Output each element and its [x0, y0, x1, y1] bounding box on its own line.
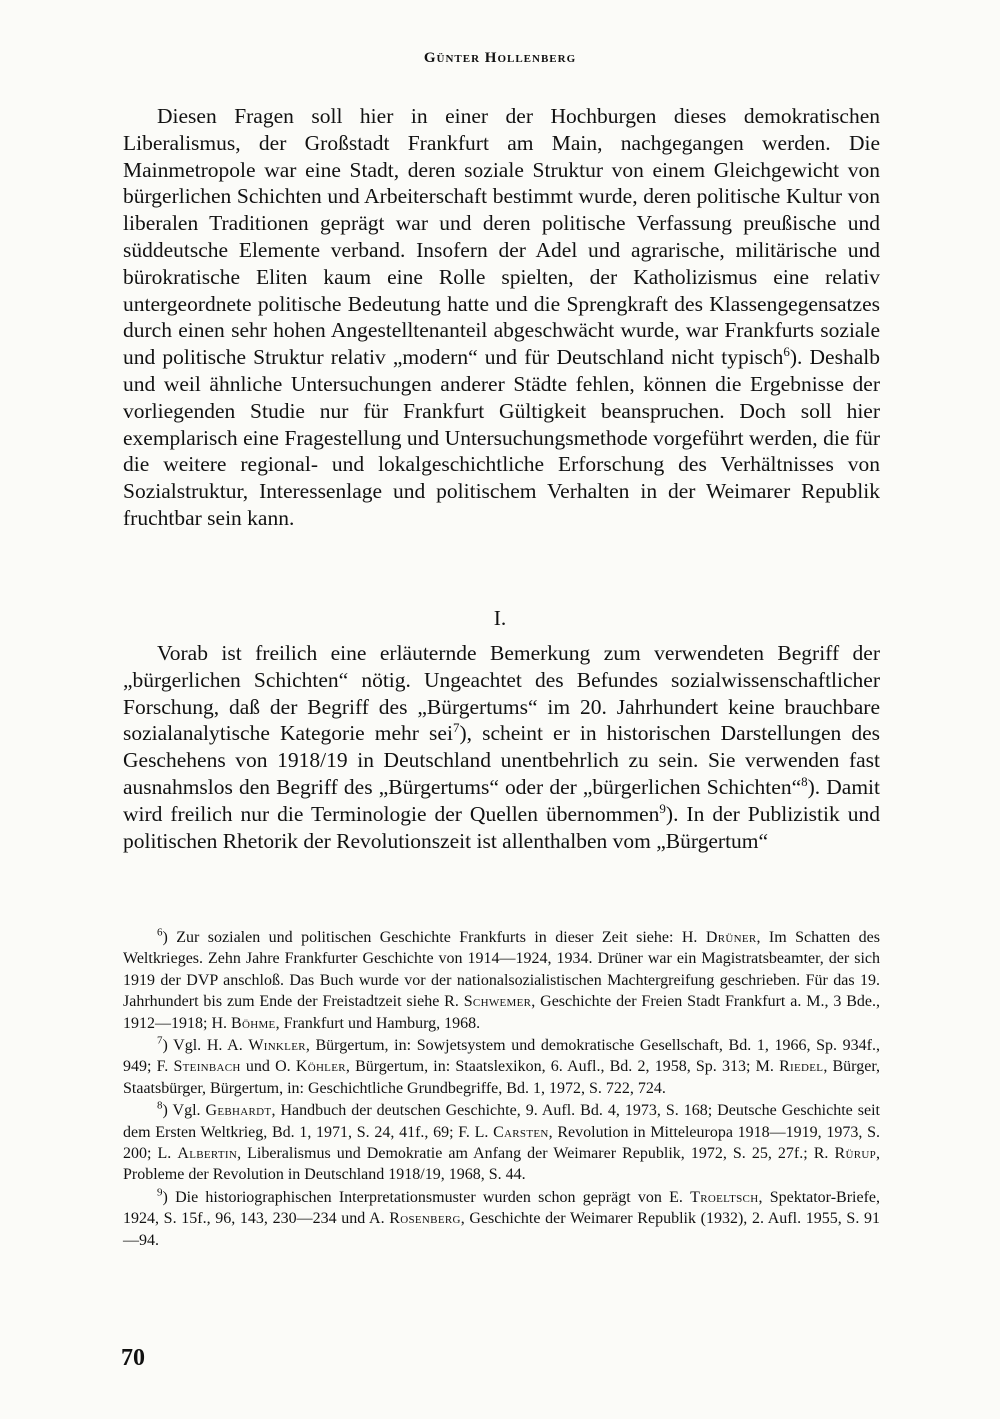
footnote-text: ) Vgl. [162, 1102, 206, 1120]
author-name: Gebhardt [205, 1102, 272, 1120]
author-name: Drüner [705, 929, 757, 946]
footnote-text: , Geschichte der Weimarer Republik (1932), 2. Aufl. 1955, S. 91—94. [123, 1210, 880, 1249]
footnote-8 [123, 1100, 880, 1186]
paragraph-intro [123, 103, 880, 532]
author-name: Riedel [779, 1058, 824, 1076]
footnote-text: , Bürger, Staatsbürger, Bürgertum, in: Geschichtliche Grundbegriffe, Bd. 1, 1972, S. 722, 724. [123, 1058, 881, 1097]
author-name: Carsten [493, 1123, 549, 1141]
footnote-text: , Revolution in Mitteleuropa 1918—1919, 1973, S. 200; L. [123, 1123, 880, 1163]
footnote-mark: 9 [157, 1186, 163, 1199]
text-run: ), scheint er in historischen Darstellungen des Geschehens von 1918/19 in Deutschland unentbehrlich zu sein. Sie verwenden fast ausnahmslos den Begriff des „Bürgertums“ oder der „bürgerlichen Schichten“ [123, 721, 880, 799]
author-name: Winkler [248, 1037, 306, 1055]
section-heading: I. [493, 606, 507, 630]
footnotes [123, 927, 880, 1252]
footnote-6 [123, 927, 880, 1034]
text-run: ). In der Publizistik und politischen Rhetorik der Revolutionszeit ist allenthalben vom „Bürgertum“ [123, 801, 880, 853]
footnote-text: , Handbuch der deutschen Geschichte, 9. Aufl. Bd. 4, 1973, S. 168; Deutsche Geschichte seit dem Ersten Weltkrieg, Bd. 1, 1971, S. 24, 41f., 69; F. L. [123, 1102, 880, 1141]
author-name: Rosenberg [389, 1210, 461, 1228]
author-name: Köhler [295, 1058, 346, 1076]
footnote-ref-8[interactable]: 8 [801, 773, 808, 789]
author-name: Schwemer [463, 993, 532, 1011]
footnote-mark: 8 [157, 1099, 163, 1112]
footnote-text: , Bürgertum, in: Staatslexikon, 6. Aufl., Bd. 2, 1958, Sp. 313; M. [345, 1058, 780, 1076]
footnote-9 [123, 1187, 880, 1251]
paragraph-text [123, 640, 880, 854]
footnote-mark: 6 [157, 926, 163, 939]
footnote-mark: 7 [157, 1034, 163, 1047]
footnote-ref-6[interactable]: 6 [783, 344, 790, 360]
footnote-ref-7[interactable]: 7 [452, 720, 460, 736]
footnote-text: , Spektator-Briefe, 1924, S. 15f., 96, 143, 230—234 und A. [123, 1188, 880, 1228]
paragraph-section-1 [123, 640, 880, 854]
footnote-text: ) Die historiographischen Interpretationsmuster wurden schon geprägt von E. [162, 1188, 691, 1206]
footnote-text: , Geschichte der Freien Stadt Frankfurt a. M., 3 Bde., 1912—1918; H. [123, 993, 880, 1032]
footnote-7 [123, 1035, 880, 1099]
author-name: Böhme [231, 1014, 276, 1032]
author-name: Steinbach [173, 1058, 241, 1076]
text-run: Diesen Fragen soll hier in einer der Hochburgen dieses demokratischen Liberalismus, der Großstadt Frankfurt am Main, nachgegangen werden. Die Mainmetropole war eine Stadt, deren soziale Struktur von einem Gleichgewicht von bürgerlichen Schichten und Arbeiterschaft bestimmt wurde, deren politische Kultur von liberalen Traditionen geprägt war und deren politische Verfassung preußische und süddeutsche Elemente verband. Insofern der Adel und agrarische, militärische und bürokratische Eliten kaum eine Rolle spielten, der Katholizismus eine relativ untergeordnete politische Bedeutung hatte und die Sprengkraft des Klassengegensatzes durch einen sehr hohen Angestelltenanteil abgeschwächt wurde, war Frankfurts soziale und politische Struktur relativ „modern“ und für Deutschland nicht typisch [123, 104, 880, 370]
footnote-text: , Im Schatten des Weltkrieges. Zehn Jahre Frankfurter Geschichte von 1914—1924, 1934. Drüner war ein Magistratsbeamter, der sich 1919 der DVP anschloß. Das Buch wurde vor der nationalsozialistischen Machtergreifung geschrieben. Für das 19. Jahrhundert bis zum Ende der Freistadtzeit siehe R. [123, 929, 880, 1011]
text-run: Vorab ist freilich eine erläuternde Bemerkung zum verwendeten Begriff der „bürgerlichen Schichten“ nötig. Ungeachtet des Befundes sozialwissenschaftlicher Forschung, daß der Begriff des „Bürgertums“ im 20. Jahrhundert keine brauchbare sozialanalytische Kategorie mehr sei [123, 641, 880, 746]
page-number: 70 [121, 1345, 145, 1371]
footnote-text: und O. [240, 1058, 296, 1076]
footnote-text: , Bürgertum, in: Sowjetsystem und demokratische Gesellschaft, Bd. 1, 1966, Sp. 934f., 949; F. [123, 1037, 880, 1076]
author-name: Rürup [834, 1145, 876, 1163]
footnote-text: , Liberalismus und Demokratie am Anfang der Weimarer Republik, 1972, S. 25, 27f.; R. [237, 1145, 835, 1163]
author-name: Albertin [177, 1145, 238, 1163]
footnote-ref-9[interactable]: 9 [659, 800, 666, 816]
footnote-text: ) Vgl. H. A. [162, 1037, 249, 1055]
paragraph-text [123, 103, 880, 532]
running-head: Günter Hollenberg [423, 50, 577, 66]
footnote-text: ) Zur sozialen und politischen Geschichte Frankfurts in dieser Zeit siehe: H. [162, 929, 706, 946]
text-run: ). Deshalb und weil ähnliche Untersuchungen anderer Städte fehlen, können die Ergebnisse der vorliegenden Studie nur für Frankfurt Gültigkeit beanspruchen. Doch soll hier exemplarisch eine Fragestellung und Untersuchungsmethode vorgeführt werden, die für die weitere regional- und lokalgeschichtliche Erforschung des Verhältnisses von Sozialstruktur, Interessenlage und politischem Verhalten in der Weimarer Republik fruchtbar sein kann. [123, 345, 880, 530]
footnote-text: , Frankfurt und Hamburg, 1968. [275, 1014, 481, 1032]
footnote-text: , Probleme der Revolution in Deutschland 1918/19, 1968, S. 44. [123, 1145, 880, 1184]
text-run: ). Damit wird freilich nur die Terminologie der Quellen übernommen [123, 774, 880, 826]
author-name: Troeltsch [690, 1188, 759, 1206]
